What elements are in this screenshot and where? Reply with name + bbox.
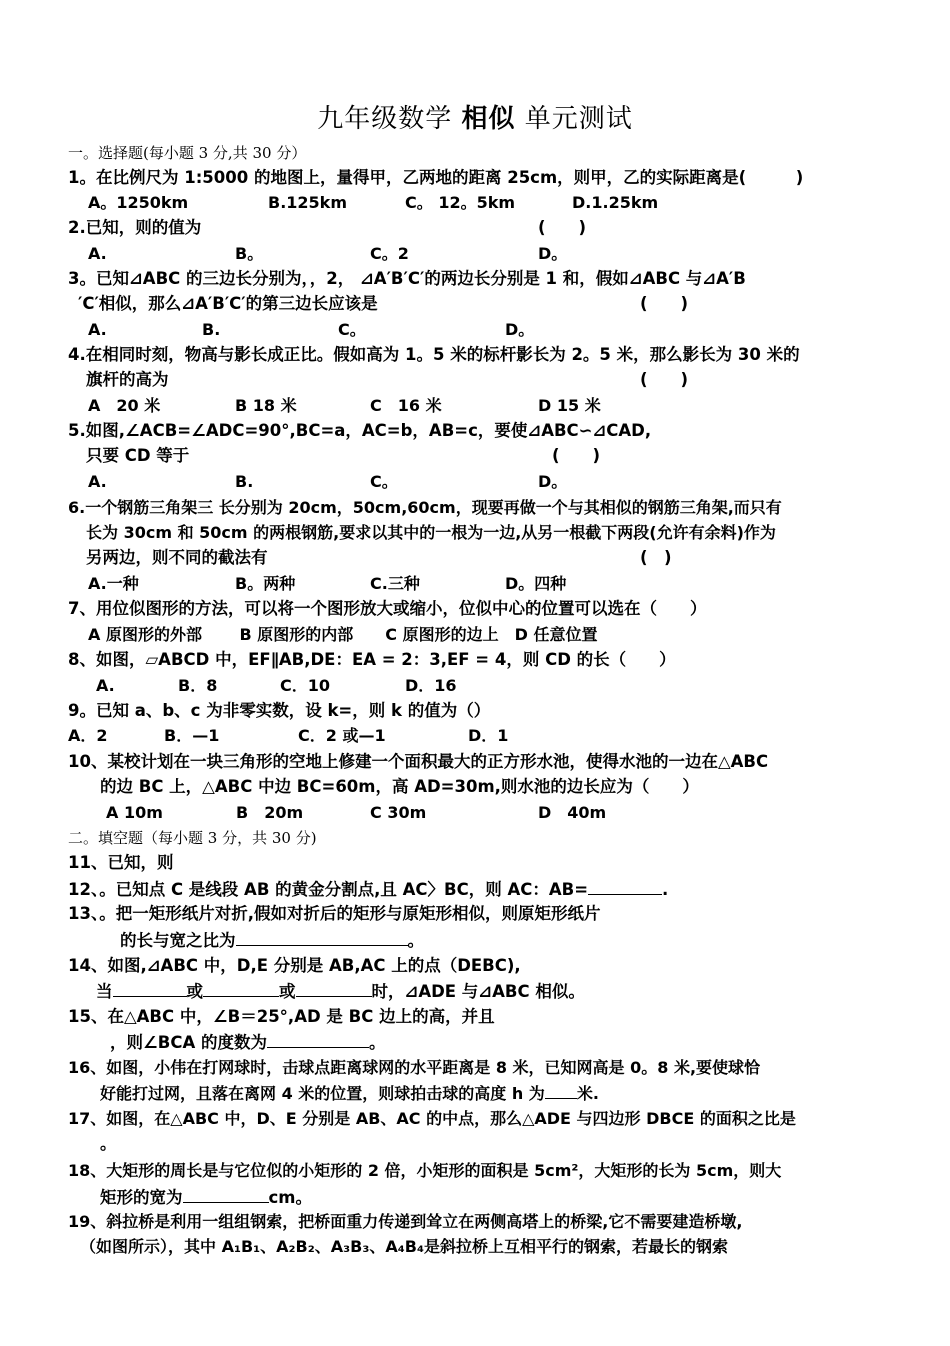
q14-text-end: 时，⊿ADE 与⊿ABC 相似。 (371, 982, 585, 1001)
q7-options: A 原图形的外部 B 原图形的内部 C 原图形的边上 D 任意位置 (88, 625, 598, 644)
q15-stem-line2 (110, 1031, 386, 1054)
q9-option-d: D．1 (468, 726, 509, 745)
q9-option-c: C．2 或—1 (298, 726, 386, 745)
q14-answer-blank-1[interactable] (113, 980, 187, 997)
q6-option-d: D。四种 (505, 574, 567, 593)
q4-answer-paren: ( ) (640, 370, 689, 389)
q13-stem-line1: 13、。把一矩形纸片对折,假如对折后的矩形与原矩形相似，则原矩形纸片 (68, 904, 601, 923)
q14-word-or-1: 或 (186, 982, 203, 1001)
q4-option-a: A 20 米 (88, 396, 161, 415)
q8-option-c: C．10 (280, 676, 331, 695)
q19-stem-line1: 19、斜拉桥是利用一组组钢索，把桥面重力传递到耸立在两侧高塔上的桥梁,它不需要建造桥墩, (68, 1212, 743, 1231)
q1-option-a: A。1250km (88, 193, 189, 212)
q14-word-or-2: 或 (279, 982, 296, 1001)
q11-stem: 11、已知，则 (68, 853, 174, 872)
q2-stem: 2.已知，则的值为 (68, 218, 202, 237)
q4-option-c: C 16 米 (370, 396, 442, 415)
title-part3: 单元测试 (515, 104, 633, 134)
q6-stem-line2: 长为 30cm 和 50cm 的两根钢筋,要求以其中的一根为一边,从另一根截下两段(允许有余料)作为 (86, 523, 776, 542)
q14-word-when: 当 (96, 982, 113, 1001)
q15-text-end: 。 (369, 1033, 386, 1052)
q1-stem: 1。在比例尺为 1:5000 的地图上，量得甲，乙两地的距离 25cm，则甲，乙的实际距离是( ) (68, 168, 804, 187)
q8-option-d: D．16 (405, 676, 457, 695)
q1-option-d: D.1.25km (572, 193, 659, 212)
q12-text-end: . (662, 880, 669, 899)
q8-option-b: B．8 (178, 676, 218, 695)
q13-text-end: 。 (407, 931, 424, 950)
q3-answer-paren: ( ) (640, 294, 689, 313)
q4-stem-line1: 4.在相同时刻，物高与影长成正比。假如高为 1。5 米的标杆影长为 2。5 米，那么影长为 30 米的 (68, 345, 800, 364)
q14-stem-line1: 14、如图,⊿ABC 中，D,E 分别是 AB,AC 上的点（DEBC), (68, 956, 521, 975)
q18-text-end: cm。 (268, 1188, 312, 1207)
q5-answer-paren: ( ) (552, 446, 601, 465)
q18-stem-line1: 18、大矩形的周长是与它位似的小矩形的 2 倍，小矩形的面积是 5cm²，大矩形的长为 5cm，则大 (68, 1161, 782, 1180)
q3-stem-line1: 3。已知⊿ABC 的三边长分别为，，2， ⊿A′B′C′的两边长分别是 1 和，假如⊿ABC 与⊿A′B (68, 269, 746, 288)
q2-option-d: D。 (538, 244, 568, 263)
q12-answer-blank[interactable] (588, 878, 662, 895)
q13-answer-blank[interactable] (236, 929, 408, 946)
q16-text: 好能打过网，且落在离网 4 米的位置，则球拍击球的高度 h 为 (100, 1084, 545, 1103)
q15-answer-blank[interactable] (267, 1031, 369, 1048)
q3-option-d: D。 (505, 320, 535, 339)
q10-option-b: B 20m (236, 803, 304, 822)
q1-option-c: C。 12。5km (405, 193, 516, 212)
q3-option-c: C。 (338, 320, 366, 339)
q3-stem-line2: ′C′相似，那么⊿A′B′C′的第三边长应该是 (78, 294, 378, 313)
q9-option-b: B．—1 (164, 726, 220, 745)
q13-stem-line2 (120, 929, 424, 952)
q3-option-b: B. (202, 320, 221, 339)
section-fill-heading: 二。填空题（每小题 3 分，共 30 分) (68, 829, 317, 847)
q6-option-b: B。两种 (235, 574, 296, 593)
q14-answer-blank-3[interactable] (296, 980, 372, 997)
q2-answer-paren: ( ) (538, 218, 587, 237)
q4-stem-line2: 旗杆的高为 (86, 370, 169, 389)
q6-answer-paren: ( ) (640, 548, 672, 567)
q2-option-a: A. (88, 244, 107, 263)
section-choice-heading: 一。选择题(每小题 3 分,共 30 分） (68, 144, 307, 162)
title-part2: 相似 (461, 104, 516, 134)
q3-option-a: A. (88, 320, 107, 339)
q1-option-b: B.125km (268, 193, 347, 212)
q5-option-c: C。 (370, 472, 398, 491)
q5-option-a: A. (88, 472, 107, 491)
q6-option-c: C.三种 (370, 574, 420, 593)
q17-stem-line2: 。 (100, 1134, 117, 1153)
q2-option-c: C。2 (370, 244, 409, 263)
q16-stem-line2 (100, 1082, 599, 1105)
q10-option-c: C 30m (370, 803, 427, 822)
q12-stem (68, 878, 668, 901)
q5-stem-line2: 只要 CD 等于 (86, 446, 190, 465)
q16-answer-blank[interactable] (545, 1082, 577, 1099)
q15-text: ，则∠BCA 的度数为 (110, 1033, 267, 1052)
q15-stem-line1: 15、在△ABC 中，∠B＝25°,AD 是 BC 边上的高，并且 (68, 1007, 495, 1026)
q10-option-d: D 40m (538, 803, 607, 822)
q9-stem: 9。已知 a、b、c 为非零实数，设 k=，则 k 的值为（） (68, 701, 491, 720)
q10-stem-line1: 10、某校计划在一块三角形的空地上修建一个面积最大的正方形水池，使得水池的一边在△ABC (68, 752, 769, 771)
q10-option-a: A 10m (106, 803, 163, 822)
q4-option-b: B 18 米 (235, 396, 297, 415)
q12-text: 12、。已知点 C 是线段 AB 的黄金分割点,且 AC〉BC，则 AC：AB= (68, 880, 589, 899)
q5-stem-line1: 5.如图,∠ACB=∠ADC=90°,BC=a，AC=b，AB=c，要使⊿ABC∽⊿CAD, (68, 421, 652, 440)
q16-stem-line1: 16、如图，小伟在打网球时，击球点距离球网的水平距离是 8 米，已知网高是 0。8 米,要使球恰 (68, 1058, 761, 1077)
q18-text: 矩形的宽为 (100, 1188, 183, 1207)
q14-answer-blank-2[interactable] (203, 980, 279, 997)
q6-stem-line3: 另两边，则不同的截法有 (86, 548, 268, 567)
title-part1: 九年级数学 (317, 104, 462, 134)
q5-option-d: D。 (538, 472, 568, 491)
q10-stem-line2: 的边 BC 上，△ABC 中边 BC=60m，高 AD=30m,则水池的边长应为（ ） (100, 777, 699, 796)
q4-option-d: D 15 米 (538, 396, 601, 415)
q6-stem-line1: 6.一个钢筋三角架三 长分别为 20cm，50cm,60cm，现要再做一个与其相似的钢筋三角架,而只有 (68, 498, 782, 517)
q16-text-end: 米. (576, 1084, 599, 1103)
q5-option-b: B. (235, 472, 254, 491)
q17-stem-line1: 17、如图，在△ABC 中，D、E 分别是 AB、AC 的中点，那么△ADE 与四边形 DBCE 的面积之比是 (68, 1109, 796, 1128)
q14-stem-line2 (96, 980, 585, 1003)
q18-stem-line2 (100, 1186, 312, 1209)
q8-stem: 8、如图，▱ABCD 中，EF∥AB,DE：EA = 2：3,EF = 4，则 CD 的长（ ） (68, 650, 676, 669)
q8-option-a: A. (96, 676, 115, 695)
q18-answer-blank[interactable] (183, 1186, 269, 1203)
q2-option-b: B。 (235, 244, 264, 263)
q9-option-a: A．2 (68, 726, 108, 745)
page-title (0, 98, 950, 135)
q7-stem: 7、用位似图形的方法，可以将一个图形放大或缩小，位似中心的位置可以选在（ ） (68, 599, 707, 618)
q13-text: 的长与宽之比为 (120, 931, 236, 950)
q19-stem-line2: （如图所示），其中 A₁B₁、A₂B₂、A₃B₃、A₄B₄是斜拉桥上互相平行的钢索，若最长的钢索 (80, 1237, 728, 1256)
q6-option-a: A.一种 (88, 574, 139, 593)
